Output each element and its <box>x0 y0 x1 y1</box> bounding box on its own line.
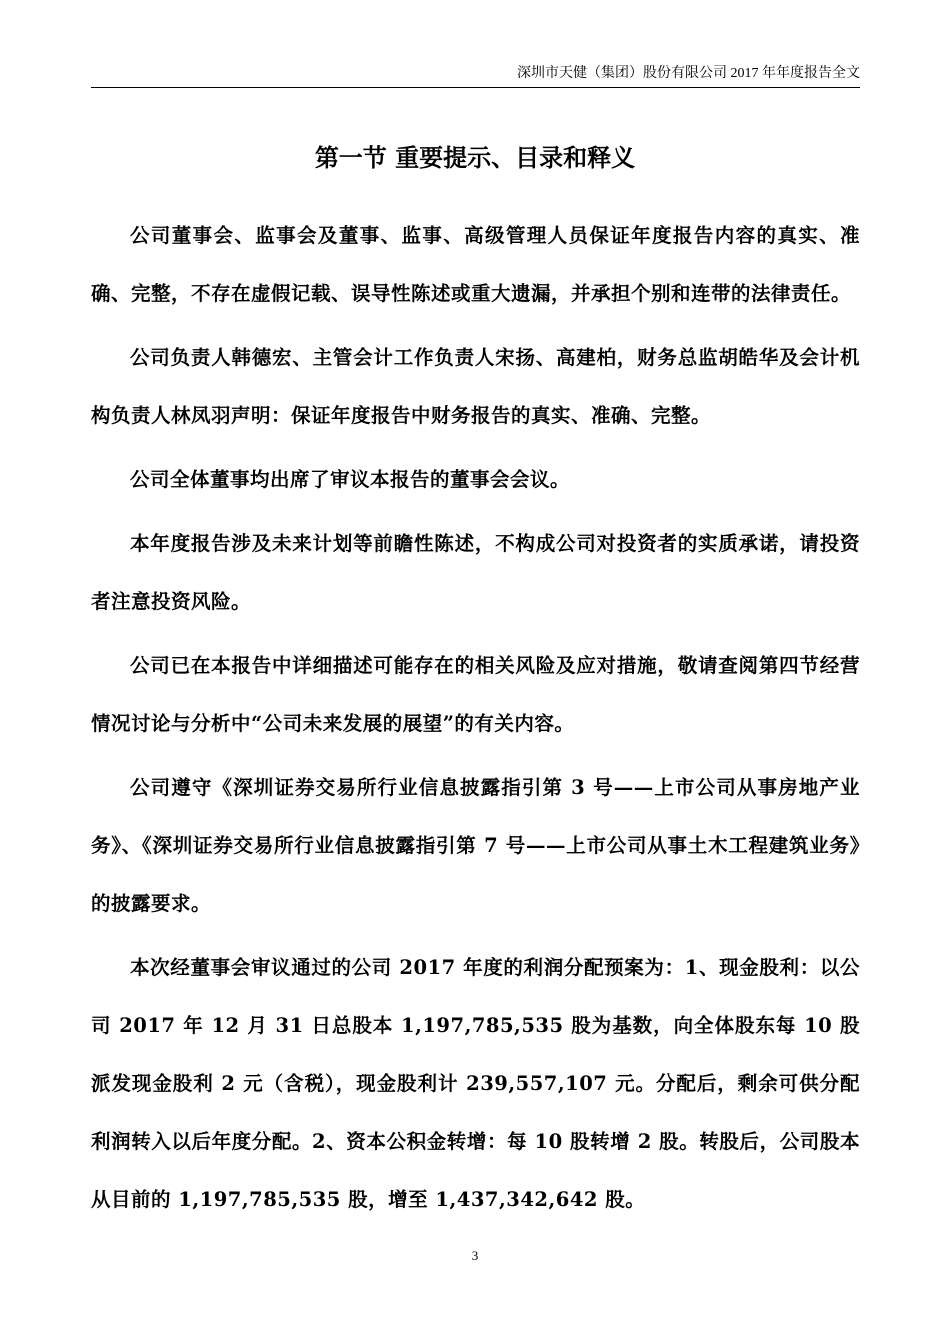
paragraph-forward-looking: 本年度报告涉及未来计划等前瞻性陈述，不构成公司对投资者的实质承诺，请投资者注意投资风险。 <box>91 532 860 613</box>
paragraph-board-attendance: 公司全体董事均出席了审议本报告的董事会会议。 <box>130 468 571 491</box>
document-body <box>91 207 860 1235</box>
header-divider <box>91 87 860 88</box>
paragraph-disclosure-guidelines: 公司遵守《深圳证券交易所行业信息披露指引第 3 号——上市公司从事房地产业务》、《深圳证券交易所行业信息披露指引第 7 号——上市公司从事土木工程建筑业务》的披露要求。 <box>91 776 860 915</box>
paragraph-responsible-persons: 公司负责人韩德宏、主管会计工作负责人宋扬、高建柏，财务总监胡皓华及会计机构负责人林凤羽声明：保证年度报告中财务报告的真实、准确、完整。 <box>91 346 860 427</box>
section-title: 第一节 重要提示、目录和释义 <box>314 143 636 172</box>
paragraph-profit-distribution: 本次经董事会审议通过的公司 2017 年度的利润分配预案为：1、现金股利：以公司 2017 年 12 月 31 日总股本 1,197,785,535 股为基数，向全体股东每 10 股派发现金股利 2 元（含税），现金股利计 239,557,107 元。分配后，剩余可供分配利润转入以后年度分配。2、资本公积金转增：每 10 股转增 2 股。转股后，公司股本从目前的 1,197,785,535 股，增至 1,437,342,642 股。 <box>91 956 860 1211</box>
page-number: 3 <box>471 1248 479 1263</box>
paragraph-board-guarantee: 公司董事会、监事会及董事、监事、高级管理人员保证年度报告内容的真实、准确、完整，不存在虚假记载、误导性陈述或重大遗漏，并承担个别和连带的法律责任。 <box>91 224 860 305</box>
paragraph-risk-notice: 公司已在本报告中详细描述可能存在的相关风险及应对措施，敬请查阅第四节经营情况讨论与分析中“公司未来发展的展望”的有关内容。 <box>91 654 860 735</box>
running-header: 深圳市天健（集团）股份有限公司 2017 年年度报告全文 <box>517 66 860 81</box>
